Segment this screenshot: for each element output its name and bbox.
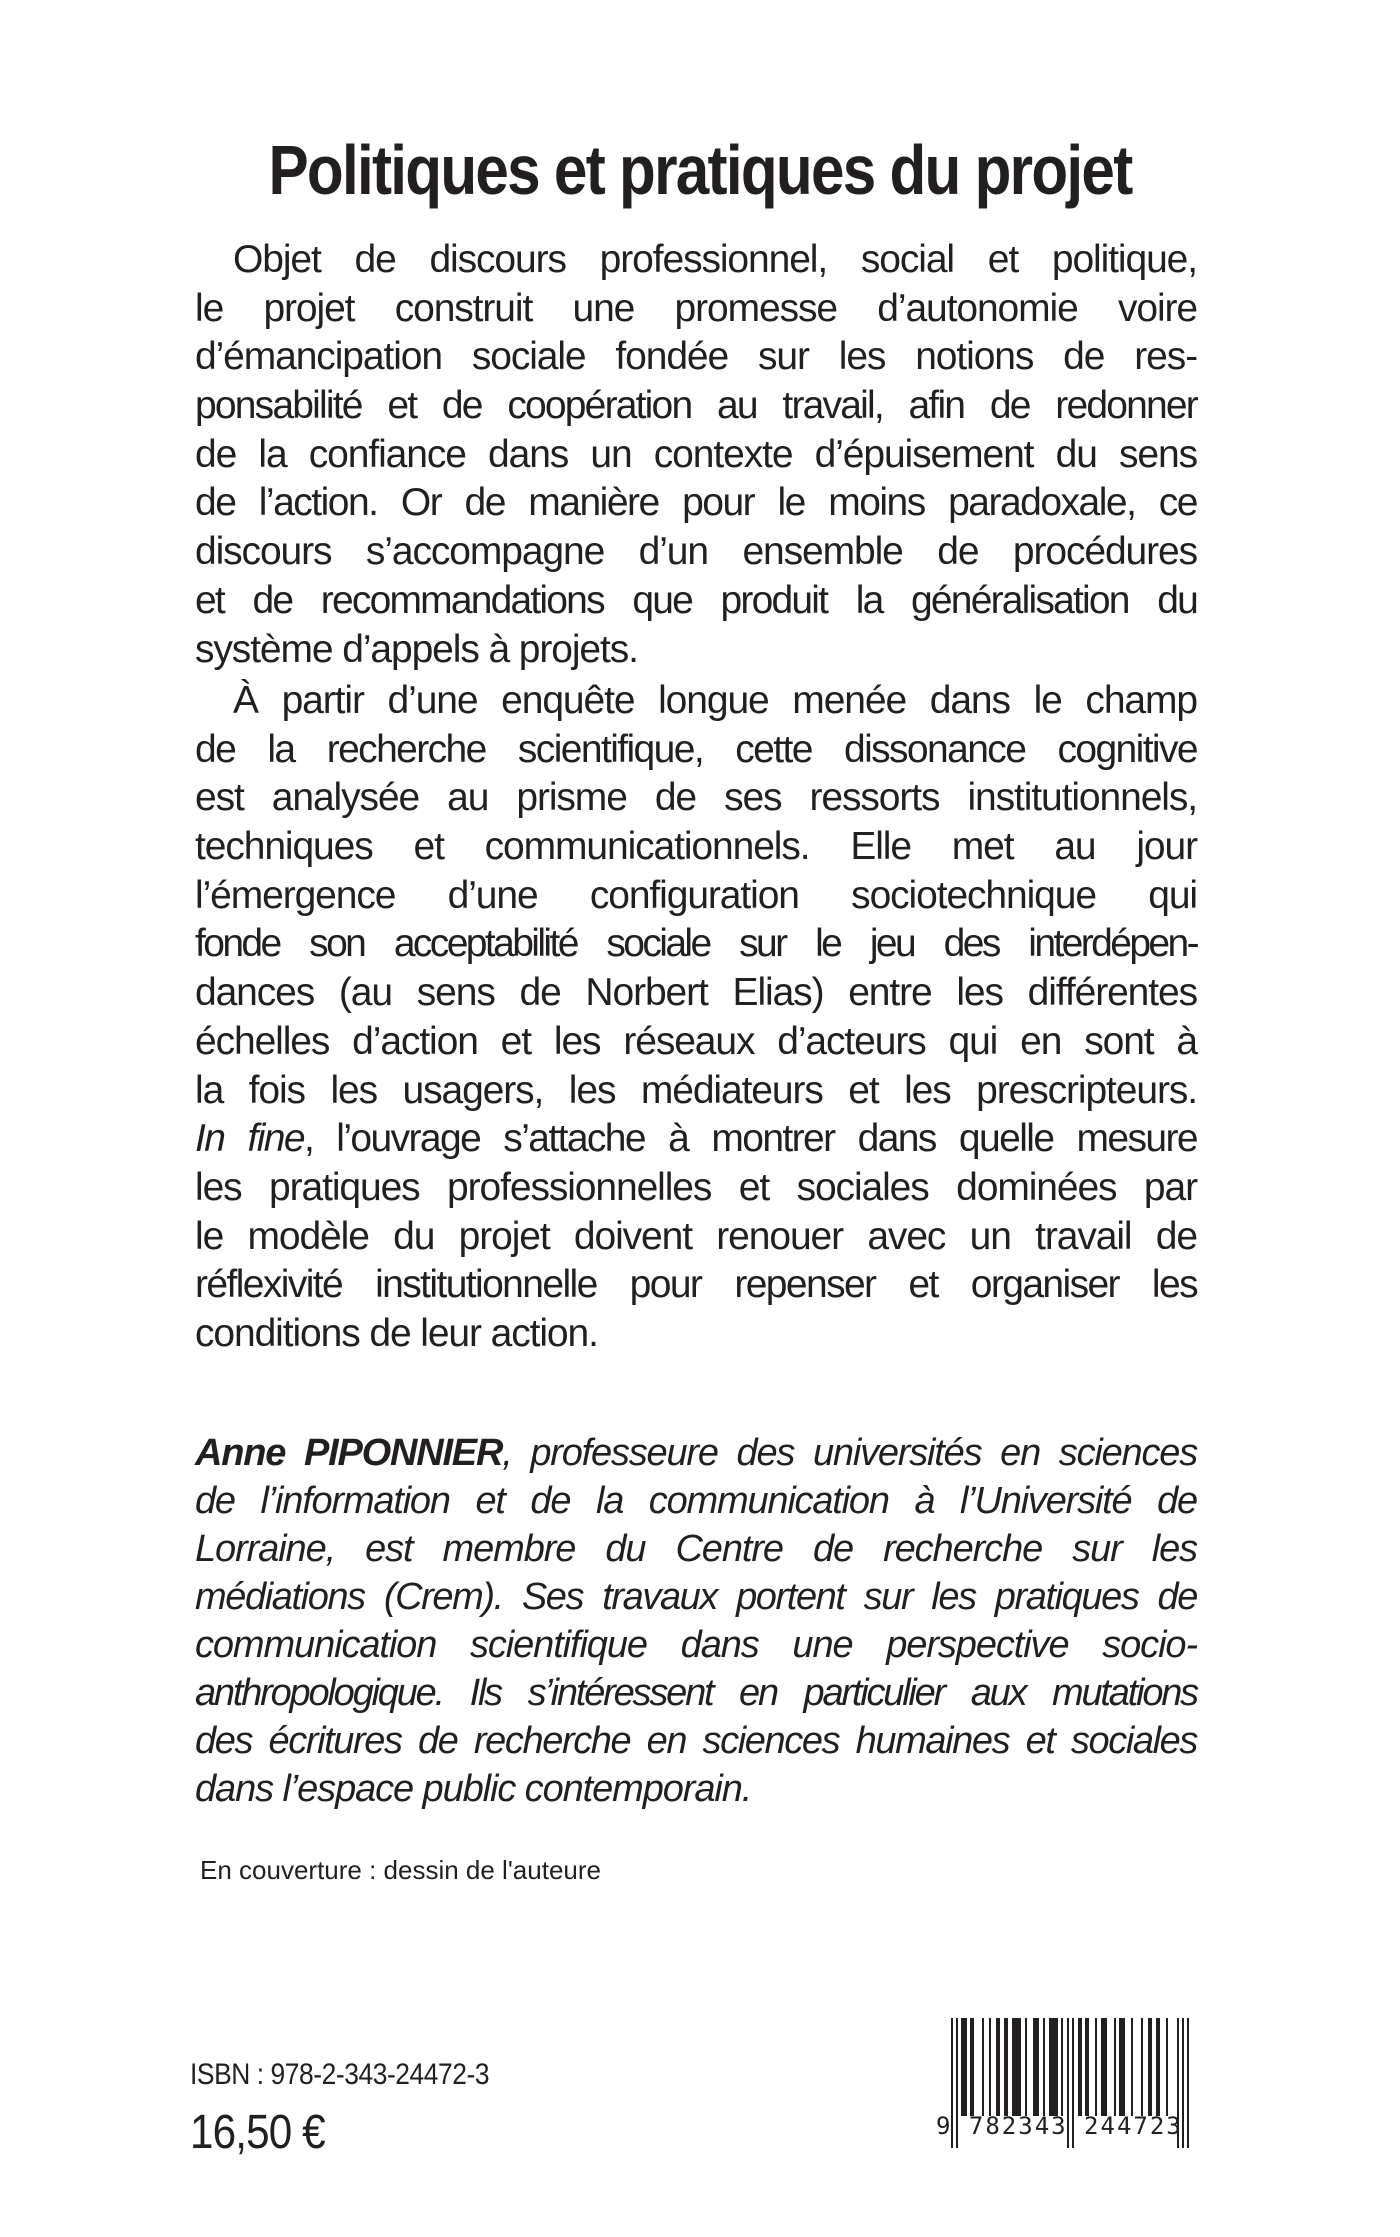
text-line: système d’appels à projets. — [195, 627, 638, 671]
bio-line: de l’information et de la communication à l’Université de — [195, 1480, 1197, 1522]
author-bio — [195, 1429, 1197, 1813]
text-line: d’émancipation sociale fondée sur les notions de res- — [195, 335, 1197, 379]
text-line: de la confiance dans un contexte d’épuisement du sens — [195, 432, 1197, 476]
bio-line: Lorraine, est membre du Centre de recherche sur les — [195, 1528, 1197, 1570]
text-line: et de recommandations que produit la généralisation du — [195, 578, 1197, 622]
text-line: de l’action. Or de manière pour le moins paradoxale, ce — [195, 481, 1197, 525]
bio-first-line-rest: , professeure des universités en sciences — [502, 1432, 1198, 1474]
price: 16,50 € — [190, 2106, 325, 2159]
text-line-in-fine — [195, 1115, 1197, 1164]
in-fine-rest: , l’ouvrage s’attache à montrer dans quelle mesure — [303, 1117, 1197, 1161]
text-line: de la recherche scientifique, cette dissonance cognitive — [195, 727, 1197, 771]
text-line: réflexivité institutionnelle pour repenser et organiser les — [195, 1263, 1197, 1307]
barcode-digits: 9 782343 244723 — [936, 2112, 1183, 2140]
summary-paragraph-1 — [195, 236, 1197, 674]
text-line: le modèle du projet doivent renouer avec un travail de — [195, 1214, 1197, 1258]
text-line: dances (au sens de Norbert Elias) entre les différentes — [195, 971, 1197, 1015]
author-name: Anne PIPONNIER — [195, 1432, 503, 1474]
text-line: le projet construit une promesse d’autonomie voire — [195, 286, 1197, 330]
text-line: discours s’accompagne d’un ensemble de procédures — [195, 530, 1197, 574]
bio-line: des écritures de recherche en sciences humaines et sociales — [195, 1720, 1197, 1762]
book-title: Politiques et pratiques du projet — [268, 130, 1132, 209]
text-line: Objet de discours professionnel, social et politique, — [233, 238, 1197, 281]
text-line: les pratiques professionnelles et sociales dominées par — [195, 1165, 1197, 1209]
cover-credit: En couverture : dessin de l'auteure — [200, 1855, 601, 1885]
bio-line: anthropologique. Ils s’intéressent en particulier aux mutations — [195, 1672, 1197, 1714]
text-line: est analysée au prisme de ses ressorts institutionnels, — [195, 776, 1197, 820]
text-line: échelles d’action et les réseaux d’acteurs qui en sont à — [195, 1019, 1197, 1063]
isbn: ISBN : 978-2-343-24472-3 — [190, 2058, 490, 2091]
bio-line: communication scientifique dans une perspective socio- — [195, 1624, 1197, 1666]
bio-first-line — [195, 1429, 1197, 1477]
text-line: techniques et communicationnels. Elle met au jour — [195, 825, 1197, 869]
bio-line: médiations (Crem). Ses travaux portent sur les pratiques de — [195, 1576, 1197, 1618]
summary-paragraph-2 — [195, 677, 1197, 1359]
text-line: l’émergence d’une configuration sociotechnique qui — [195, 873, 1197, 917]
in-fine-italic: In fine — [195, 1117, 304, 1161]
text-line: la fois les usagers, les médiateurs et les prescripteurs. — [195, 1068, 1197, 1112]
text-line: fonde son acceptabilité sociale sur le jeu des interdépen- — [195, 922, 1197, 966]
text-line: À partir d’une enquête longue menée dans le champ — [233, 679, 1197, 722]
bio-line: dans l’espace public contemporain. — [195, 1768, 752, 1810]
text-line: ponsabilité et de coopération au travail, afin de redonner — [195, 384, 1197, 428]
text-line: conditions de leur action. — [195, 1311, 598, 1355]
